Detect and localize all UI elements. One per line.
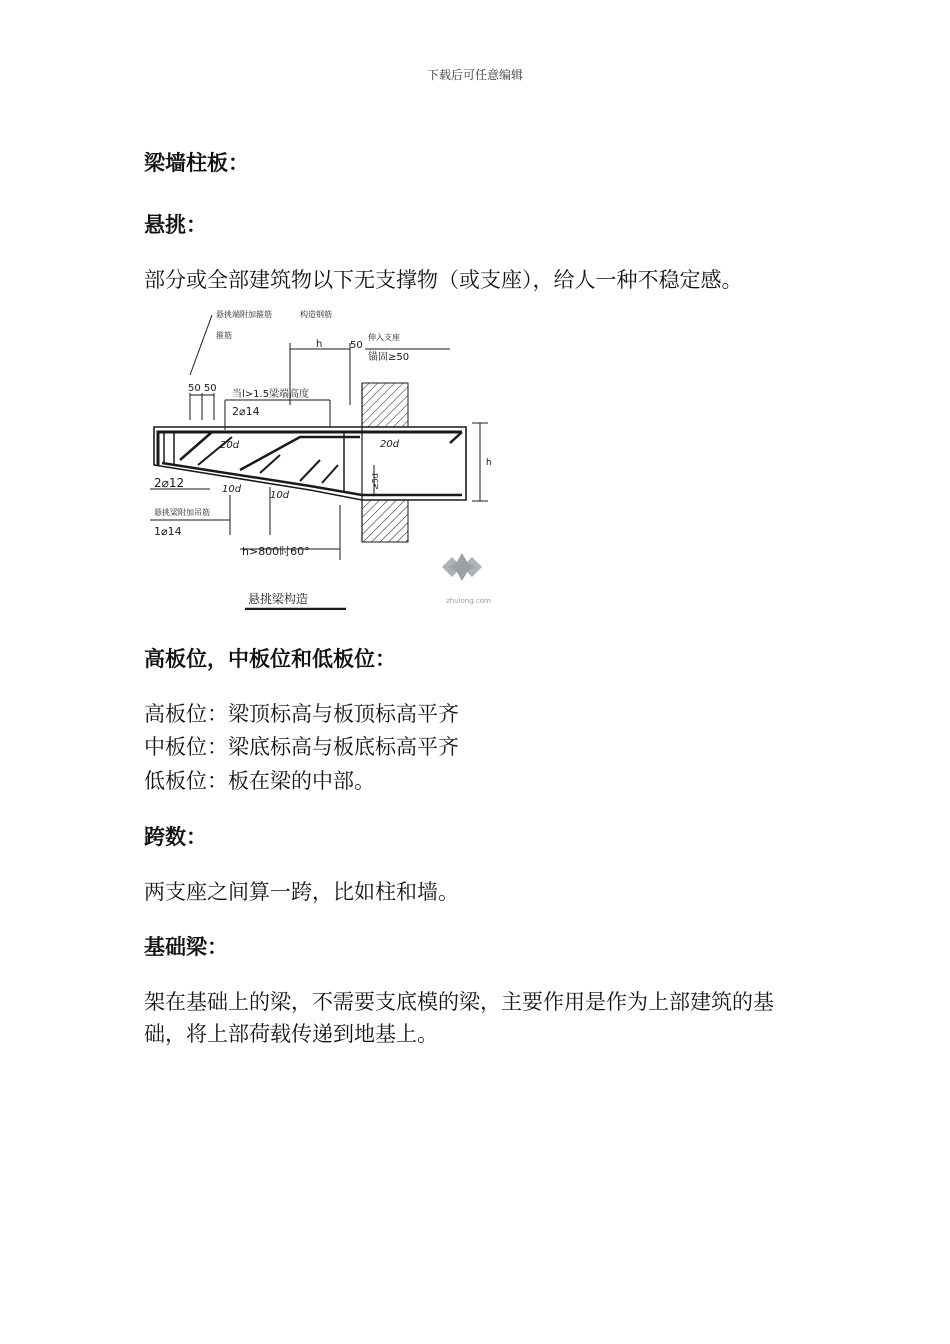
wall-support-top — [362, 383, 408, 427]
heading-slab-positions: 高板位，中板位和低板位： — [144, 647, 396, 671]
heading-span-count: 跨数： — [144, 825, 207, 849]
page-header-note: 下载后可任意编辑 — [426, 68, 523, 82]
line-low-slab: 低板位：板在梁的中部。 — [144, 769, 375, 793]
label-20d-right: 20d — [380, 439, 400, 450]
label-top-left: 悬挑端附加箍筋 — [216, 310, 272, 319]
label-caption: 悬挑梁构造 — [248, 592, 309, 606]
wall-support-bottom — [362, 500, 408, 542]
label-note-214: 2⌀14 — [232, 405, 260, 418]
paragraph-cantilever: 部分或全部建筑物以下无支撑物（或支座），给人一种不稳定感。 — [144, 268, 743, 292]
label-10d-left: 10d — [222, 484, 242, 495]
label-angle: h>800时60° — [242, 545, 310, 558]
cantilever-beam-diagram — [150, 305, 500, 610]
label-bar-212: 2⌀12 — [154, 476, 185, 490]
label-dim-5d: ≥5d — [371, 473, 380, 490]
label-top-right2: 锚固≥50 — [368, 352, 410, 363]
label-top-mid: 构造钢筋 — [300, 310, 332, 319]
paragraph-span-count: 两支座之间算一跨，比如柱和墙。 — [144, 880, 459, 904]
line-high-slab: 高板位：梁顶标高与板顶标高平齐 — [144, 702, 459, 726]
label-note-bottom: 悬挑梁附加吊筋 — [154, 508, 210, 517]
cantilever-beam-svg — [150, 305, 500, 610]
label-dim-50: 50 — [350, 340, 363, 351]
watermark-text: zhulong.com — [446, 597, 491, 605]
label-10d-right: 10d — [270, 490, 290, 501]
label-note-15: 当l>1.5梁端高度 — [232, 389, 310, 400]
label-top-left2: 箍筋 — [216, 331, 232, 340]
heading-cantilever: 悬挑： — [144, 213, 207, 237]
heading-beam-wall-column-slab: 梁墙柱板： — [144, 151, 249, 175]
line-mid-slab: 中板位：梁底标高与板底标高平齐 — [144, 735, 459, 759]
paragraph-foundation-beam: 架在基础上的梁，不需要支底模的梁，主要作用是作为上部建筑的基础，将上部荷载传递到地基上。 — [144, 990, 774, 1046]
label-top-right1: 伸入支座 — [368, 333, 400, 342]
label-note-114: 1⌀14 — [154, 525, 182, 538]
watermark-logo-icon — [442, 553, 482, 581]
label-dim-h: h — [316, 339, 323, 350]
label-dim-5050: 50 50 — [188, 383, 217, 394]
heading-foundation-beam: 基础梁： — [144, 935, 228, 959]
label-dim-h-side: h — [486, 458, 492, 468]
label-20d-left: 20d — [220, 440, 240, 451]
